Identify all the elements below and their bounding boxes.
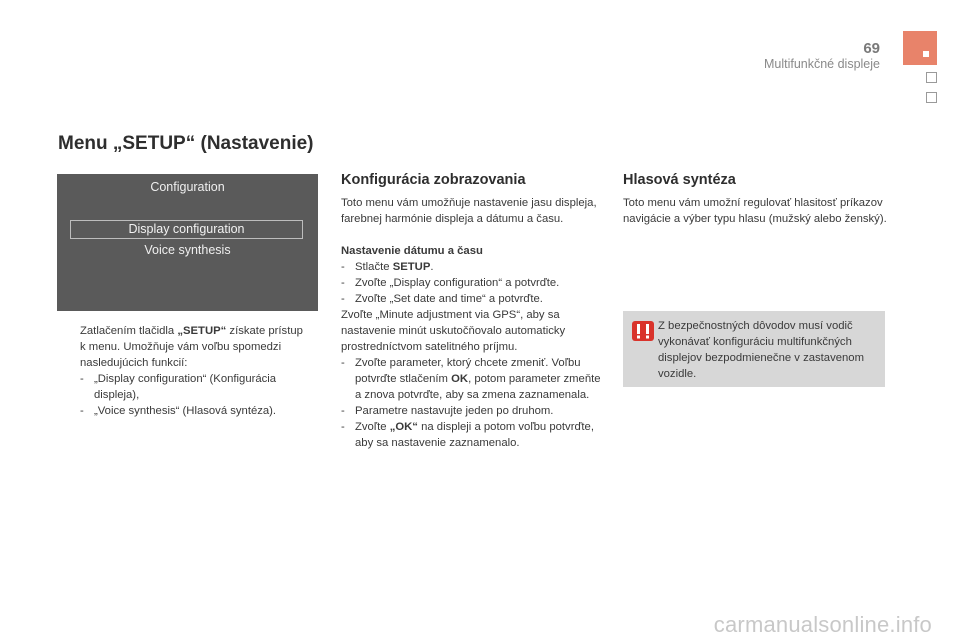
list-item: - Zvoľte „Set date and time“ a potvrďte.: [341, 293, 543, 305]
chapter-tab-active: [903, 31, 937, 65]
paragraph-gps: Zvoľte „Minute adjustment via GPS“, aby sa nastavenie minút uskutočňovalo automaticky prostredníctvom satelitného príjmu.: [341, 309, 566, 353]
warning-icon: [632, 321, 654, 341]
watermark: carmanualsonline.info: [713, 612, 932, 637]
page-number: 69: [863, 40, 880, 57]
screen-menu-item: Voice synthesis: [144, 243, 231, 257]
warning-text: Z bezpečnostných dôvodov musí vodič vykonávať konfiguráciu multifunkčných displejov bezpodmienečne v zastavenom vozidle.: [658, 320, 864, 380]
column-3-intro: Toto menu vám umožní regulovať hlasitosť príkazov navigácie a výber typu hlasu (mužský alebo ženský).: [623, 197, 887, 225]
section-heading-display-config: Konfigurácia zobrazovania: [341, 172, 526, 188]
list-item: - Zvoľte „OK“ na displeji a potom voľbu potvrďte, aby sa nastavenie zaznamenalo.: [341, 421, 594, 449]
warning-box: [623, 311, 885, 387]
column-1-intro: Zatlačením tlačidla „SETUP“ získate prístup k menu. Umožňuje vám voľbu spomedzi nasledujúcich funkcií:: [80, 325, 303, 369]
column-3-text: [623, 195, 888, 227]
list-item: - Stlačte SETUP.: [341, 261, 434, 273]
list-item: - „Display configuration“ (Konfigurácia displeja),: [80, 373, 277, 401]
chapter-tab-box: [926, 72, 937, 83]
section-heading-voice-synthesis: Hlasová syntéza: [623, 172, 736, 188]
display-screen: [57, 174, 318, 311]
screen-selected-item: Display configuration: [70, 220, 303, 239]
list-item: - Parametre nastavujte jeden po druhom.: [341, 405, 554, 417]
column-2-intro: Toto menu vám umožňuje nastavenie jasu displeja, farebnej harmónie displeja a dátumu a času.: [341, 197, 597, 225]
column-2-text: [341, 195, 601, 451]
list-item: - Zvoľte „Display configuration“ a potvrďte.: [341, 277, 560, 289]
screen-title: Configuration: [150, 180, 225, 194]
column-1-text: [58, 323, 308, 419]
subheading-date-time: Nastavenie dátumu a času: [341, 245, 483, 257]
chapter-title: Multifunkčné displeje: [763, 57, 880, 71]
chapter-tab-box: [926, 92, 937, 103]
list-item: - „Voice synthesis“ (Hlasová syntéza).: [80, 405, 277, 417]
page-title: Menu „SETUP“ (Nastavenie): [58, 133, 314, 154]
list-item: - Zvoľte parameter, ktorý chcete zmeniť. Voľbu potvrďte stlačením OK, potom parameter zmeňte a znova potvrďte, aby sa zmena zaznamenala.: [341, 357, 601, 401]
